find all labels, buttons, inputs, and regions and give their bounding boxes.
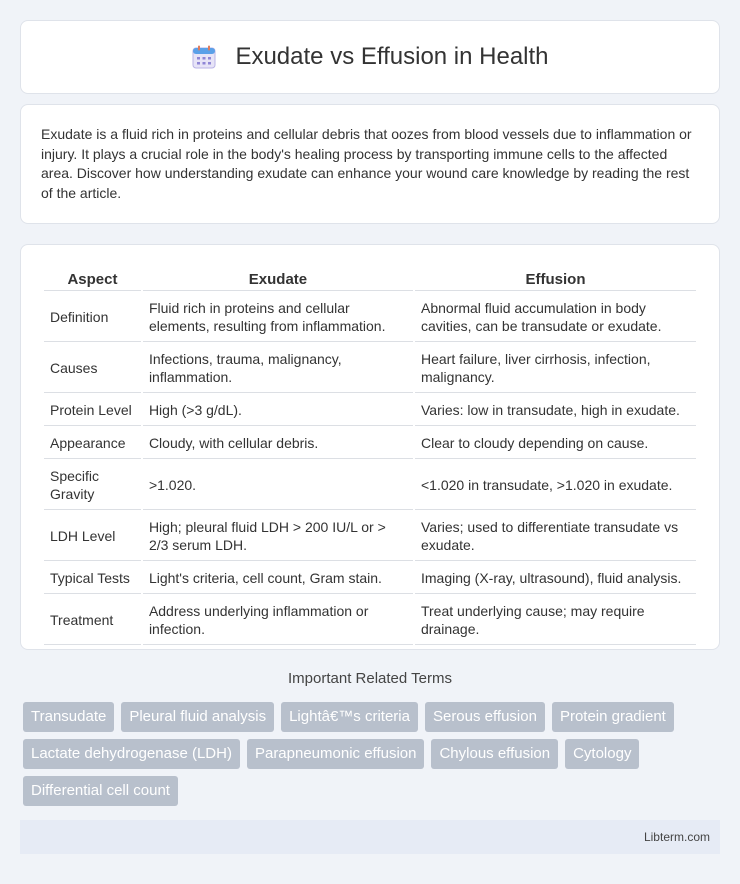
- related-terms-list: [23, 702, 717, 806]
- header-effusion: Effusion: [415, 267, 696, 291]
- related-term-tag[interactable]: Serous effusion: [425, 702, 545, 732]
- effusion-cell: <1.020 in transudate, >1.020 in exudate.: [415, 461, 696, 510]
- header-card: [20, 20, 720, 94]
- aspect-cell: Protein Level: [44, 395, 141, 426]
- related-term-tag[interactable]: Parapneumonic effusion: [247, 739, 425, 769]
- related-term-tag[interactable]: Cytology: [565, 739, 639, 769]
- intro-text: Exudate is a fluid rich in proteins and cellular debris that oozes from blood vessels due to inflammation or injury. It plays a crucial role in the body's healing process by transporting immune cells to the affected area. Discover how understanding exudate can enhance your wound care knowledge by reading the rest of the article.: [41, 126, 692, 201]
- related-terms-title: Important Related Terms: [288, 670, 452, 687]
- exudate-cell: Address underlying inflammation or infection.: [143, 596, 413, 645]
- page-title: Exudate vs Effusion in Health: [235, 43, 549, 70]
- exudate-cell: Infections, trauma, malignancy, inflammation.: [143, 344, 413, 393]
- exudate-cell: Cloudy, with cellular debris.: [143, 428, 413, 459]
- aspect-cell: Appearance: [44, 428, 141, 459]
- header-aspect: Aspect: [44, 267, 141, 291]
- comparison-table-card: [20, 244, 720, 650]
- aspect-cell: Definition: [44, 293, 141, 342]
- effusion-cell: Imaging (X-ray, ultrasound), fluid analysis.: [415, 563, 696, 594]
- related-term-tag[interactable]: Lightâ€™s criteria: [281, 702, 418, 732]
- effusion-cell: Clear to cloudy depending on cause.: [415, 428, 696, 459]
- table-row: [44, 395, 696, 426]
- related-term-tag[interactable]: Transudate: [23, 702, 114, 732]
- table-row: [44, 344, 696, 393]
- footer: [20, 820, 720, 854]
- exudate-cell: Light's criteria, cell count, Gram stain.: [143, 563, 413, 594]
- aspect-cell: Specific Gravity: [44, 461, 141, 510]
- header-exudate: Exudate: [143, 267, 413, 291]
- effusion-cell: Varies; used to differentiate transudate vs exudate.: [415, 512, 696, 561]
- related-term-tag[interactable]: Lactate dehydrogenase (LDH): [23, 739, 240, 769]
- intro-card: [20, 104, 720, 224]
- effusion-cell: Abnormal fluid accumulation in body cavities, can be transudate or exudate.: [415, 293, 696, 342]
- calendar-icon: [191, 44, 217, 70]
- aspect-cell: LDH Level: [44, 512, 141, 561]
- aspect-cell: Treatment: [44, 596, 141, 645]
- table-row: [44, 596, 696, 645]
- aspect-cell: Causes: [44, 344, 141, 393]
- effusion-cell: Varies: low in transudate, high in exudate.: [415, 395, 696, 426]
- related-term-tag[interactable]: Protein gradient: [552, 702, 674, 732]
- comparison-table: [42, 265, 698, 647]
- related-term-tag[interactable]: Chylous effusion: [431, 739, 558, 769]
- exudate-cell: >1.020.: [143, 461, 413, 510]
- exudate-cell: Fluid rich in proteins and cellular elements, resulting from inflammation.: [143, 293, 413, 342]
- exudate-cell: High (>3 g/dL).: [143, 395, 413, 426]
- aspect-cell: Typical Tests: [44, 563, 141, 594]
- related-term-tag[interactable]: Differential cell count: [23, 776, 178, 806]
- exudate-cell: High; pleural fluid LDH > 200 IU/L or > 2/3 serum LDH.: [143, 512, 413, 561]
- table-row: [44, 512, 696, 561]
- table-row: [44, 563, 696, 594]
- footer-site-link[interactable]: Libterm.com: [643, 830, 710, 844]
- table-row: [44, 461, 696, 510]
- table-row: [44, 428, 696, 459]
- related-term-tag[interactable]: Pleural fluid analysis: [121, 702, 274, 732]
- table-header-row: [44, 267, 696, 291]
- effusion-cell: Treat underlying cause; may require drainage.: [415, 596, 696, 645]
- table-row: [44, 293, 696, 342]
- effusion-cell: Heart failure, liver cirrhosis, infection, malignancy.: [415, 344, 696, 393]
